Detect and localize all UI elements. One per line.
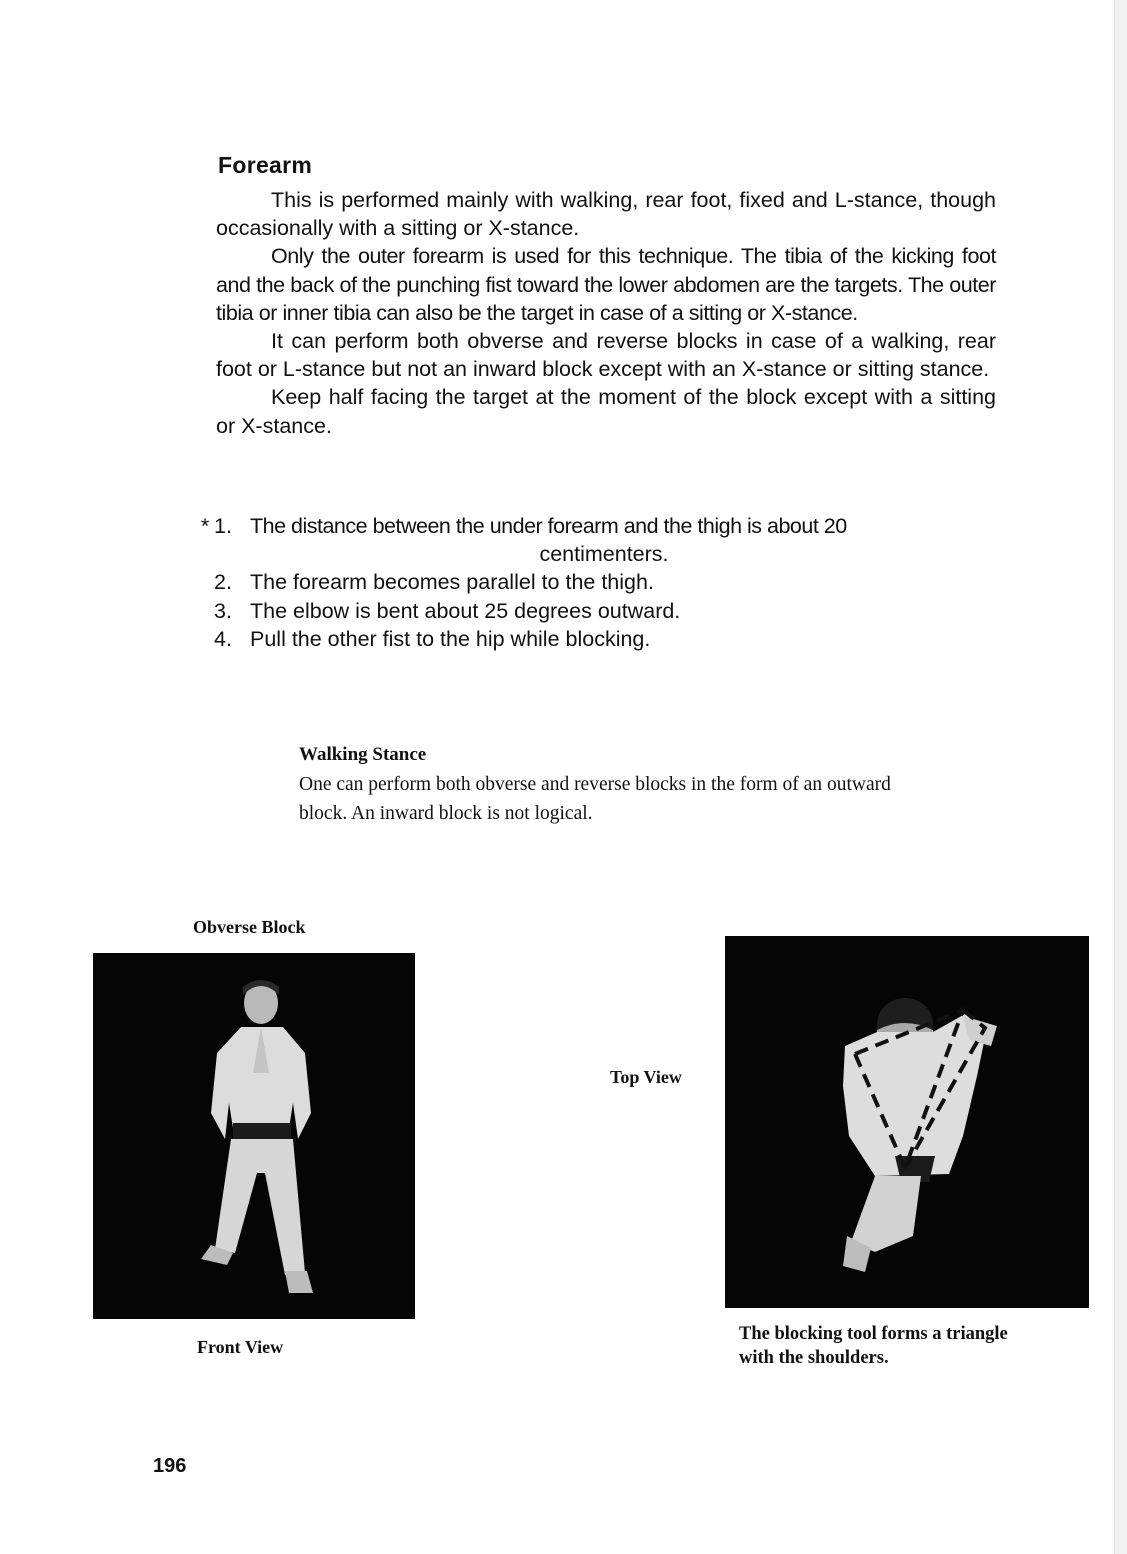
numbered-list: [196, 512, 996, 653]
caption-text: One can perform both obverse and reverse blocks in the form of an outward block. An inward block is not logical.: [299, 774, 891, 824]
list-item: [196, 568, 996, 596]
asterisk-marker: *: [200, 514, 210, 538]
list-item: [196, 512, 996, 540]
obverse-block-label: Obverse Block: [193, 917, 306, 937]
caption-title: Walking Stance: [299, 744, 427, 765]
triangle-caption-line1: The blocking tool forms a triangle: [739, 1324, 1008, 1344]
list-text: The distance between the under forearm and the thigh is about 20: [250, 514, 847, 538]
front-view-label: Front View: [197, 1337, 284, 1357]
list-item: [196, 625, 996, 653]
list-number: 4.: [214, 626, 232, 651]
list-number: 2.: [214, 570, 232, 595]
list-text: The elbow is bent about 25 degrees outward.: [250, 598, 681, 623]
list-item: [196, 597, 996, 625]
front-view-photo: [93, 953, 415, 1319]
triangle-caption-line2: with the shoulders.: [739, 1348, 889, 1368]
page-number: 196: [153, 1455, 187, 1477]
top-view-label: Top View: [610, 1067, 682, 1087]
list-number: 3.: [214, 598, 232, 623]
body-text: [216, 186, 996, 440]
front-view-figure: [93, 953, 415, 1319]
page-edge: [1115, 0, 1127, 1554]
top-view-photo: [725, 936, 1089, 1308]
list-text: The forearm becomes parallel to the thigh.: [250, 570, 654, 595]
paragraph: It can perform both obverse and reverse blocks in case of a walking, rear foot or L-stance but not an inward block except with an X-stance or sitting stance.: [216, 329, 996, 382]
list-number: 1.: [214, 514, 232, 538]
list-continuation: centimenters.: [539, 542, 669, 567]
page-edge-line: [1114, 0, 1115, 1554]
paragraph: This is performed mainly with walking, rear foot, fixed and L-stance, though occasionally with a sitting or X-stance.: [216, 188, 996, 241]
paragraph: Keep half facing the target at the moment of the block except with a sitting or X-stance.: [216, 385, 996, 438]
top-view-figure: [725, 936, 1089, 1308]
list-text: Pull the other fist to the hip while blocking.: [250, 626, 651, 651]
paragraph: Only the outer forearm is used for this technique. The tibia of the kicking foot and the back of the punching fist toward the lower abdomen are the targets. The outer tibia or inner tibia can also be the target in case of a sitting or X-stance.: [216, 244, 996, 325]
section-heading: Forearm: [218, 152, 313, 178]
